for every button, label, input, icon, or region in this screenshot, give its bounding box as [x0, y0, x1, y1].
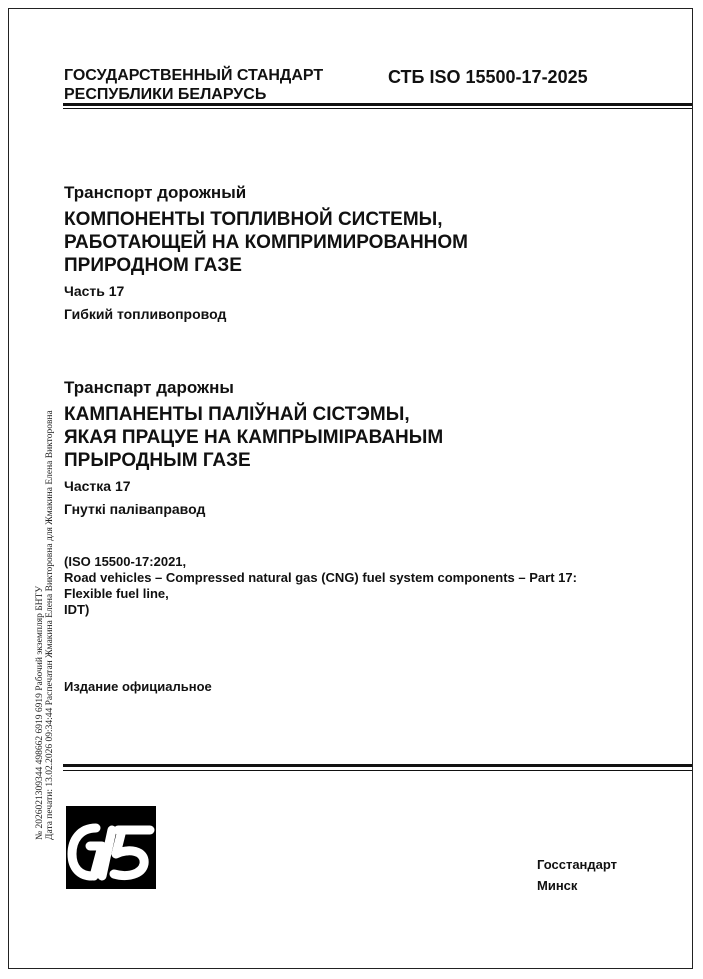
issuer-line-1: ГОСУДАРСТВЕННЫЙ СТАНДАРТ	[64, 67, 324, 84]
footer-rule-thick	[63, 764, 692, 767]
stb-logo-icon	[66, 806, 156, 889]
ru-title-line-2: РАБОТАЮЩЕЙ НА КОМПРИМИРОВАННОМ	[64, 232, 468, 253]
publisher	[537, 854, 617, 896]
header-rule-thick	[63, 103, 692, 106]
be-title-line-3: ПРЫРОДНЫМ ГАЗЕ	[64, 450, 251, 471]
iso-line-4: IDT)	[64, 602, 90, 617]
iso-line-1: (ISO 15500-17:2021,	[64, 554, 187, 569]
ru-title-line-1: КОМПОНЕНТЫ ТОПЛИВНОЙ СИСТЕМЫ,	[64, 209, 443, 230]
be-title-line-1: КАМПАНЕНТЫ ПАЛІЎНАЙ СІСТЭМЫ,	[64, 404, 410, 425]
print-stamp	[35, 410, 55, 840]
ru-subject: Транспорт дорожный	[64, 183, 247, 202]
be-title-line-2: ЯКАЯ ПРАЦУЕ НА КАМПРЫМІРАВАНЫМ	[64, 427, 444, 448]
iso-line-2: Road vehicles – Compressed natural gas (CNG) fuel system components – Part 17:	[64, 570, 577, 585]
iso-line-3: Flexible fuel line,	[64, 586, 169, 601]
be-subject: Транспарт дарожны	[64, 378, 234, 397]
publisher-name: Госстандарт	[537, 857, 618, 872]
issuer-header	[64, 66, 323, 104]
publisher-city: Минск	[537, 878, 578, 893]
standard-code: СТБ ISO 15500-17-2025	[388, 67, 588, 87]
edition-label: Издание официальное	[64, 679, 212, 694]
be-part-title: Гнуткі паліваправод	[64, 501, 206, 517]
footer-rule-thin	[63, 770, 692, 771]
ru-title	[64, 208, 468, 277]
be-part: Частка 17	[64, 478, 131, 494]
ru-part-title: Гибкий топливопровод	[64, 306, 227, 322]
ru-title-line-3: ПРИРОДНОМ ГАЗЕ	[64, 255, 242, 276]
issuer-line-2: РЕСПУБЛИКИ БЕЛАРУСЬ	[64, 86, 267, 103]
header-rule-thin	[63, 108, 692, 109]
iso-reference	[64, 554, 577, 618]
print-stamp-line-1: № 2026021309344 498662 6919 6919 Рабочий экземпляр БНТУ	[35, 585, 45, 840]
be-title	[64, 403, 443, 472]
print-stamp-line-2: Дата печати: 13.02.2026 09:34:44 Распечатан Жмакина Елена Викторовна для Жмакина Елена Викторовна	[45, 410, 55, 840]
ru-part: Часть 17	[64, 283, 125, 299]
